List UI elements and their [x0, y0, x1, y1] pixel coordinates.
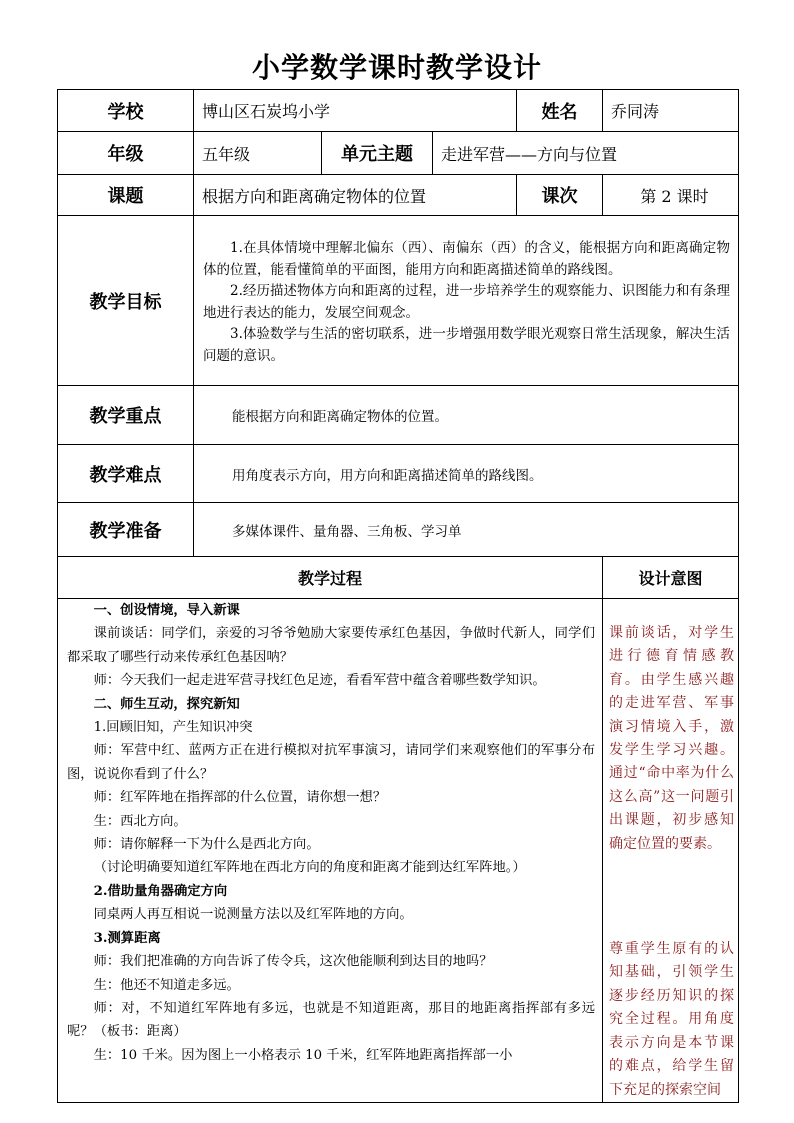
intent-paragraph: 尊重学生原有的认知基础，引领学生逐步经历知识的探究全过程。用角度表示方向是本节课的难点，给学生留下充足的探索空间 — [609, 941, 734, 1098]
process-line: 1.回顾旧知，产生知识冲突 — [93, 720, 253, 736]
page-title: 小学数学课时教学设计 — [251, 51, 542, 84]
section-heading: 2.借助量角器确定方向 — [93, 883, 228, 899]
lesson-plan-table — [57, 89, 739, 1103]
process-header-row — [58, 557, 739, 599]
lesson-label: 课次 — [517, 175, 603, 216]
key-point-row — [58, 386, 739, 445]
process-header: 教学过程 — [58, 557, 603, 599]
process-content — [58, 599, 603, 1103]
preparation-label: 教学准备 — [58, 503, 194, 557]
process-line: 生：10 千米。因为图上一小格表示 10 千米，红军阵地距离指挥部一小 — [93, 1047, 513, 1063]
process-line: 师：今天我们一起走进军营寻找红色足迹，看看军营中蕴含着哪些数学知识。 — [93, 673, 546, 689]
goals-label: 教学目标 — [58, 216, 194, 386]
process-line: 师：对，不知道红军阵地有多远，也就是不知道距离，那目的地距离指挥部有多远呢？（板书：距离） — [67, 1000, 595, 1040]
key-point-text: 能根据方向和距离确定物体的位置。 — [194, 386, 739, 445]
preparation-row — [58, 503, 739, 557]
intent-content — [603, 599, 739, 1103]
school-row — [58, 90, 739, 132]
process-line: 生：他还不知道走多远。 — [93, 977, 240, 993]
name-label: 姓名 — [517, 90, 603, 132]
grade-row — [58, 132, 739, 175]
goals-content — [194, 216, 739, 386]
intent-paragraph: 课前谈话，对学生进行德育情感教育。由学生感兴趣的走进军营、军事演习情境入手，激发学生学习兴趣。通过“命中率为什么这么高”这一问题引出课题，初步感知确定位置的要素。 — [609, 625, 734, 852]
process-line: 同桌两人再互相说一说测量方法以及红军阵地的方向。 — [93, 907, 413, 923]
process-line: 课前谈话：同学们，亲爱的习爷爷勉励大家要传承红色基因，争做时代新人，同学们都采取了哪些行动来传承红色基因呐？ — [67, 626, 595, 665]
topic-row — [58, 175, 739, 216]
process-body-row — [58, 599, 739, 1103]
name-value: 乔同涛 — [603, 90, 739, 132]
topic-label: 课题 — [58, 175, 194, 216]
goal-item: 3.体验数学与生活的密切联系，进一步增强用数学眼光观察日常生活现象，解决生活问题的意识。 — [203, 326, 730, 364]
difficulty-label: 教学难点 — [58, 445, 194, 503]
process-line: （讨论明确要知道红军阵地在西北方向的角度和距离才能到达红军阵地。） — [93, 860, 526, 876]
intent-header: 设计意图 — [603, 557, 739, 599]
school-label: 学校 — [58, 90, 194, 132]
unit-label: 单元主题 — [322, 132, 433, 175]
section-heading: 3.测算距离 — [93, 930, 161, 946]
goal-item: 2.经历描述物体方向和距离的过程，进一步培养学生的观察能力、识图能力和有条理地进行表达的能力，发展空间观念。 — [203, 283, 730, 321]
school-value: 博山区石炭坞小学 — [194, 90, 517, 132]
lesson-value: 第 2 课时 — [603, 175, 739, 216]
section-heading: 二、师生互动，探究新知 — [93, 696, 240, 712]
process-line: 师：请你解释一下为什么是西北方向。 — [93, 837, 320, 853]
unit-value: 走进军营——方向与位置 — [433, 132, 739, 175]
goal-item: 1.在具体情境中理解北偏东（西）、南偏东（西）的含义，能根据方向和距离确定物体的位置，能看懂简单的平面图，能用方向和距离描述简单的路线图。 — [203, 240, 730, 278]
difficulty-text: 用角度表示方向，用方向和距离描述简单的路线图。 — [194, 445, 739, 503]
section-heading: 一、创设情境，导入新课 — [93, 603, 240, 618]
process-line: 师：我们把准确的方向告诉了传令兵，这次他能顺利到达目的地吗？ — [93, 954, 493, 970]
difficulty-row — [58, 445, 739, 503]
key-point-label: 教学重点 — [58, 386, 194, 445]
goals-row — [58, 216, 739, 386]
grade-value: 五年级 — [194, 132, 322, 175]
grade-label: 年级 — [58, 132, 194, 175]
process-line: 生：西北方向。 — [93, 813, 187, 829]
topic-value: 根据方向和距离确定物体的位置 — [194, 175, 517, 216]
preparation-text: 多媒体课件、量角器、三角板、学习单 — [194, 503, 739, 557]
process-line: 师：军营中红、蓝两方正在进行模拟对抗军事演习，请同学们来观察他们的军事分布图，说说你看到了什么？ — [67, 743, 595, 782]
process-line: 师：红军阵地在指挥部的什么位置，请你想一想？ — [93, 790, 387, 806]
